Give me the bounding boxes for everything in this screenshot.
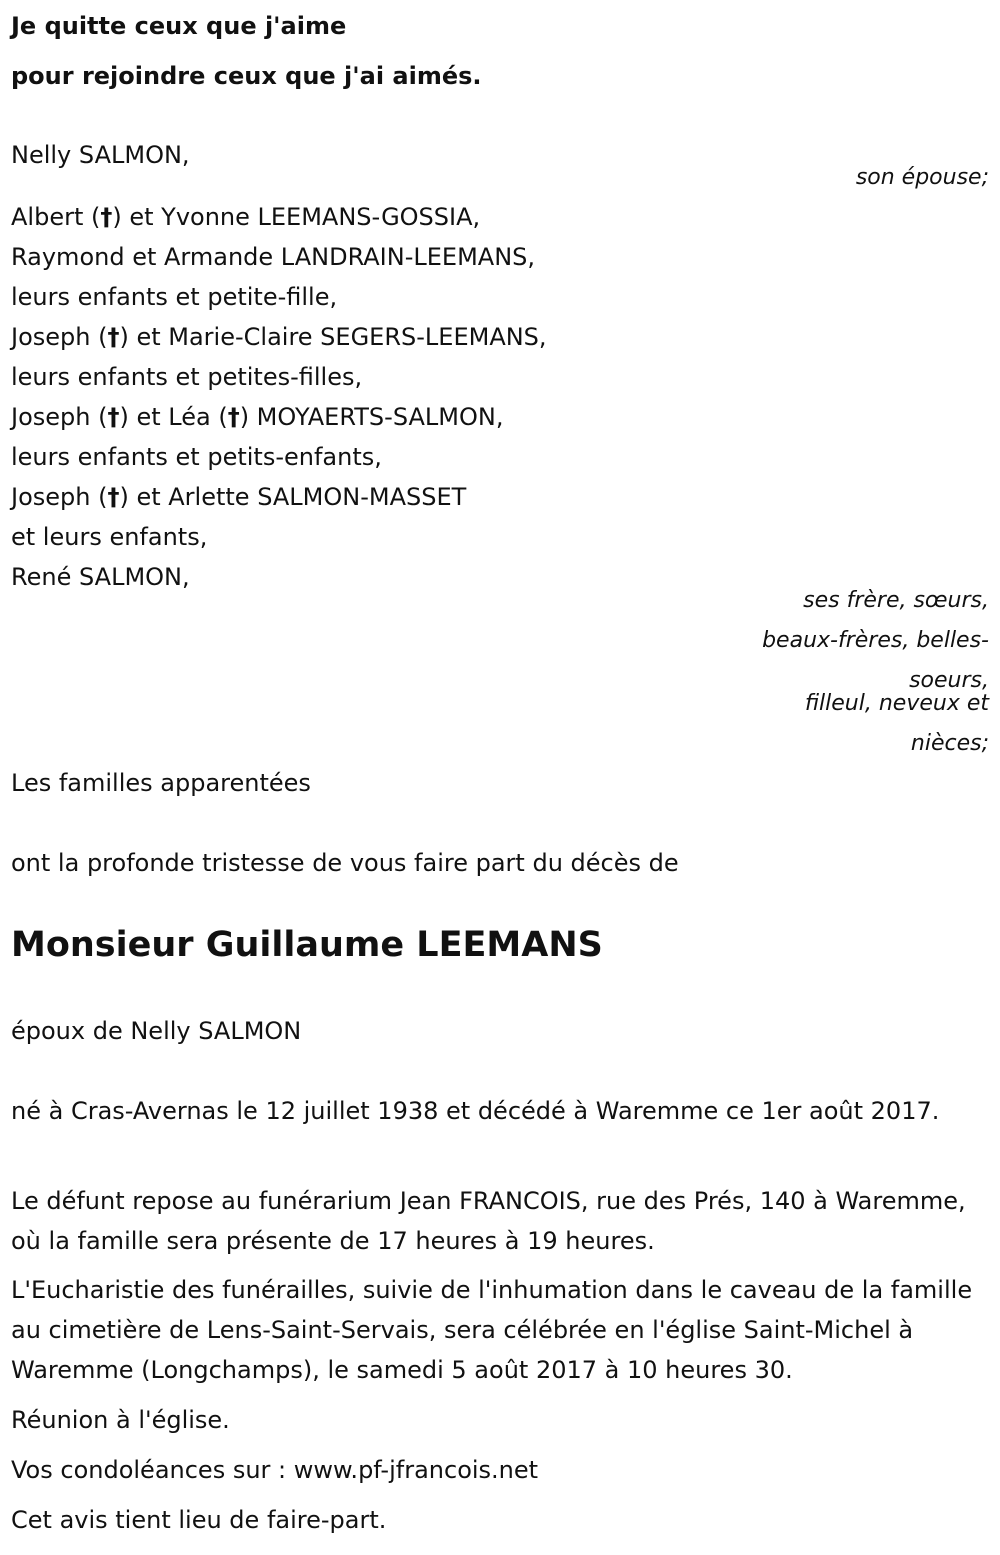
sibling-line: leurs enfants et petits-enfants,	[11, 443, 382, 471]
sibling-line: leurs enfants et petites-filles,	[11, 363, 363, 391]
announcement-line: ont la profonde tristesse de vous faire part du décès de	[11, 849, 679, 877]
quote-line-2: pour rejoindre ceux que j'ai aimés.	[11, 62, 482, 90]
sibling-line: Albert (†) et Yvonne LEEMANS-GOSSIA,	[11, 197, 480, 237]
siblings-role: nièces;	[910, 731, 989, 756]
cross-icon: †	[107, 483, 120, 511]
obituary-notice	[11, 0, 989, 1555]
sibling-line: René SALMON,	[11, 563, 190, 591]
siblings-role: ses frère, sœurs,	[803, 588, 989, 613]
condolences-line: Vos condoléances sur : www.pf-jfrancois.net	[11, 1456, 539, 1484]
sibling-line: Joseph (†) et Marie-Claire SEGERS-LEEMANS,	[11, 317, 547, 357]
rest-paragraph: Le défunt repose au funérarium Jean FRANCOIS, rue des Prés, 140 à Waremme, où la famille sera présente de 17 heures à 19 heures.	[11, 1187, 966, 1255]
cross-icon: †	[100, 203, 113, 231]
notice-line: Cet avis tient lieu de faire-part.	[11, 1506, 387, 1534]
spouse-of-line: époux de Nelly SALMON	[11, 1017, 302, 1045]
spouse-role: son épouse;	[855, 165, 989, 190]
sibling-line: leurs enfants et petite-fille,	[11, 283, 338, 311]
birth-death-paragraph: né à Cras-Avernas le 12 juillet 1938 et décédé à Waremme ce 1er août 2017.	[11, 1097, 940, 1125]
spouse-name: Nelly SALMON,	[11, 141, 190, 169]
quote-line-1: Je quitte ceux que j'aime	[11, 12, 347, 40]
sibling-line: Joseph (†) et Léa (†) MOYAERTS-SALMON,	[11, 397, 503, 437]
cross-icon: †	[107, 323, 120, 351]
sibling-line: et leurs enfants,	[11, 523, 208, 551]
siblings-role: soeurs,	[909, 668, 989, 693]
relatives-line: Les familles apparentées	[11, 769, 311, 797]
deceased-name: Monsieur Guillaume LEEMANS	[11, 925, 603, 965]
sibling-line: Raymond et Armande LANDRAIN-LEEMANS,	[11, 243, 536, 271]
cross-icon: †	[227, 403, 240, 431]
funeral-paragraph: L'Eucharistie des funérailles, suivie de l'inhumation dans le caveau de la famille au cimetière de Lens-Saint-Servais, sera célébrée en l'église Saint-Michel à Waremme (Longchamps), le samedi 5 août 2017 à 10 heures 30.	[11, 1276, 973, 1384]
siblings-role: beaux-frères, belles-	[762, 628, 989, 653]
cross-icon: †	[107, 403, 120, 431]
meeting-line: Réunion à l'église.	[11, 1406, 230, 1434]
siblings-role: filleul, neveux et	[804, 691, 989, 716]
sibling-line: Joseph (†) et Arlette SALMON-MASSET	[11, 477, 466, 517]
